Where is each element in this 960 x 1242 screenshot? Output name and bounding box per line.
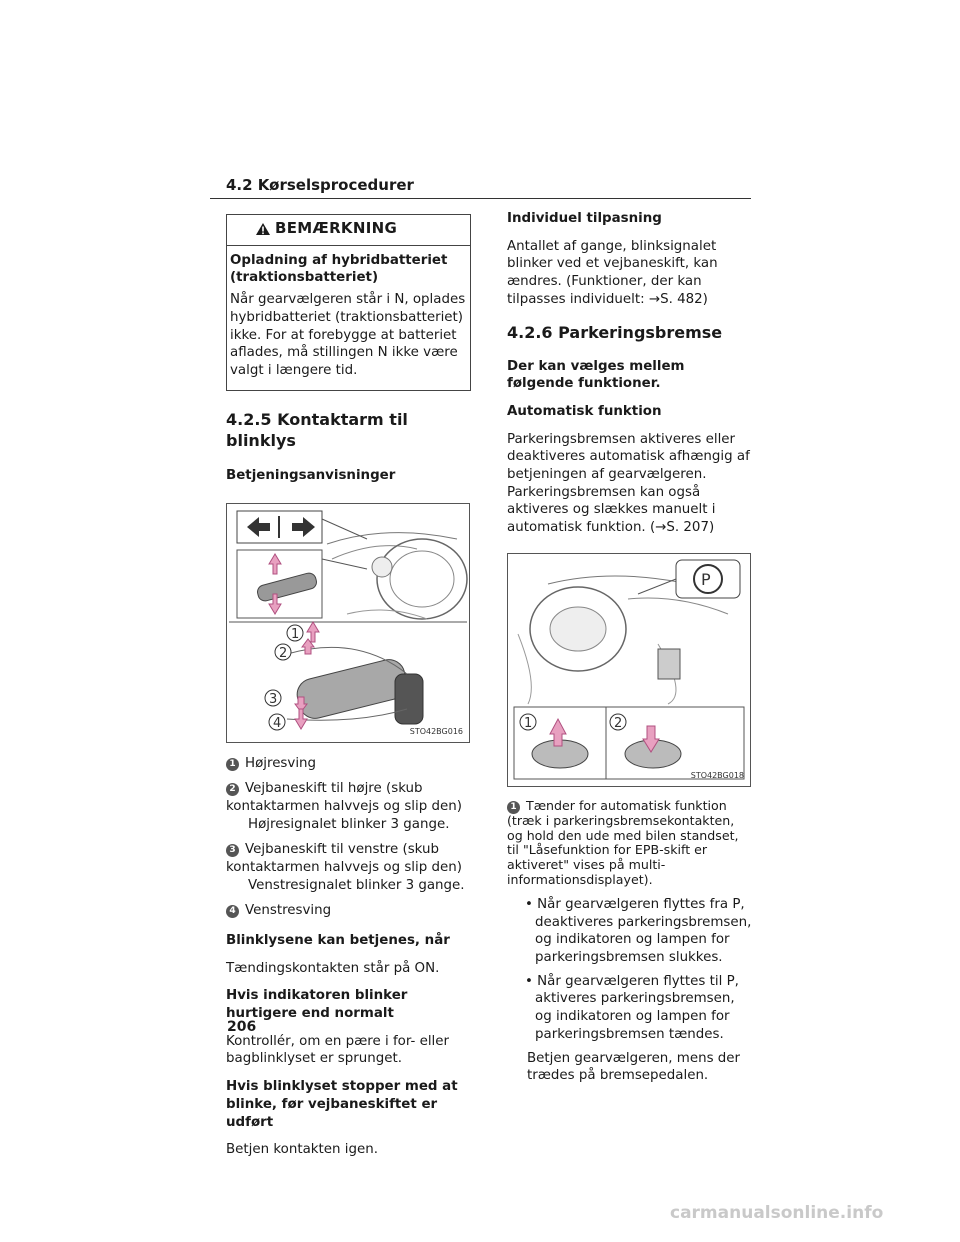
text-when-operate: Tændingskontakten står på ON. xyxy=(226,960,440,976)
svg-text:3: 3 xyxy=(269,691,278,707)
text-customization: Antallet af gange, blinksignalet blinker ved et vejbaneskift, kan ændres. (Funktioner, der kan tilpasses individuelt: →S. 482) xyxy=(507,238,718,307)
bullet-item: • Når gearvælgeren flyttes fra P, deaktiveres parkeringsbremsen, og indikatoren og lampen for parkeringsbremsen slukkes. xyxy=(525,897,752,966)
item-text: Vejbaneskift til venstre (skub kontaktarmen halvvejs og slip den) xyxy=(226,842,462,875)
heading-stops-blinking: Hvis blinklyset stopper med at blinke, før vejbaneskiftet er udført xyxy=(226,1079,458,1130)
page-number: 206 xyxy=(227,1019,257,1035)
item-text: Tænder for automatisk funktion (træk i parkeringsbremsekontakten, og hold den ude med bilen standset, til "Låsefunktion for EPB-skift er aktiveret" vises på multi-informationsdisplayet). xyxy=(507,797,739,888)
item-number-badge: 1 xyxy=(226,758,239,771)
right-column xyxy=(507,210,752,1085)
heading-turn-signal: 4.2.5 Kontaktarm til blinklys xyxy=(226,409,408,450)
notice-text: Når gearvælgeren står i N, oplades hybridbatteriet (traktionsbatteriet) ikke. For at forebygge at batteriet aflades, må stillingen N ikke være valgt i længere tid. xyxy=(230,292,466,378)
left-column xyxy=(226,214,471,1169)
item-note: Venstresignalet blinker 3 gange. xyxy=(248,877,465,893)
item-note: Højresignalet blinker 3 gange. xyxy=(248,816,450,832)
text-fast-blink: Kontrollér, om en pære i for- eller bagblinklyset er sprunget. xyxy=(226,1033,450,1067)
figure-caption-turn-signal: STO42BG016 xyxy=(409,726,463,736)
svg-text:1: 1 xyxy=(291,626,300,642)
notice-header xyxy=(227,215,470,246)
brake-pedal-note: Betjen gearvælgeren, mens der trædes på bremsepedalen. xyxy=(527,1050,741,1084)
notice-body xyxy=(227,246,470,390)
list-item xyxy=(226,780,471,833)
parking-brake-illustration xyxy=(508,554,750,786)
section-rule xyxy=(210,198,751,199)
item-text: Højresving xyxy=(245,755,317,771)
item-number-badge: 3 xyxy=(226,844,239,857)
section-header: 4.2 Kørselsprocedurer xyxy=(226,176,414,194)
notice-subtitle: Opladning af hybridbatteriet (traktionsbatteriet) xyxy=(230,252,448,286)
subheading-instructions: Betjeningsanvisninger xyxy=(226,467,396,483)
svg-text:P: P xyxy=(701,569,711,589)
figure-turn-signal-lever xyxy=(226,503,470,743)
heading-customization: Individuel tilpasning xyxy=(507,211,662,226)
item-text: Vejbaneskift til højre (skub kontaktarmen halvvejs og slip den) xyxy=(226,781,462,814)
list-item xyxy=(226,841,471,894)
bullet-item: • Når gearvælgeren flyttes til P, aktiveres parkeringsbremsen, og indikatoren og lampen for parkeringsbremsen tændes. xyxy=(525,973,739,1042)
notice-title: BEMÆRKNING xyxy=(275,219,398,237)
figure-parking-brake xyxy=(507,553,751,787)
bullet-text: Når gearvælgeren flyttes til P, aktiveres parkeringsbremsen, og indikatoren og lampen for parkeringsbremsen tændes. xyxy=(535,973,739,1042)
heading-parking-brake: 4.2.6 Parkeringsbremse xyxy=(507,323,723,343)
svg-text:1: 1 xyxy=(524,715,533,731)
warning-icon xyxy=(255,222,271,236)
text-automatic-mode: Parkeringsbremsen aktiveres eller deaktiveres automatisk afhængig af betjeningen af gearvælgeren. Parkeringsbremsen kan også aktiveres og slækkes manuelt i automatisk funktion. (→S. 207) xyxy=(507,431,750,536)
heading-fast-blink: Hvis indikatoren blinker hurtigere end normalt xyxy=(226,988,408,1022)
turn-signal-lever-illustration xyxy=(227,504,469,742)
item-number-badge: 2 xyxy=(226,783,239,796)
notice-box xyxy=(226,214,471,391)
watermark: carmanualsonline.info xyxy=(670,1203,884,1223)
figure-caption-parking-brake: STO42BG018 xyxy=(690,771,744,781)
heading-when-operate: Blinklysene kan betjenes, når xyxy=(226,933,450,949)
text-stops-blinking: Betjen kontakten igen. xyxy=(226,1142,378,1158)
item-text: Venstresving xyxy=(245,903,332,919)
svg-text:2: 2 xyxy=(279,645,288,661)
item-number-badge: 4 xyxy=(226,905,239,918)
heading-choose-functions: Der kan vælges mellem følgende funktioner. xyxy=(507,358,685,392)
list-item xyxy=(507,799,752,888)
bullet-text: Når gearvælgeren flyttes fra P, deaktiveres parkeringsbremsen, og indikatoren og lampen for parkeringsbremsen slukkes. xyxy=(535,897,752,966)
list-item xyxy=(226,902,471,920)
list-item xyxy=(226,755,471,773)
item-number-badge: 1 xyxy=(507,801,520,814)
svg-text:4: 4 xyxy=(273,715,282,731)
svg-text:2: 2 xyxy=(614,715,623,731)
heading-automatic-mode: Automatisk funktion xyxy=(507,403,662,419)
